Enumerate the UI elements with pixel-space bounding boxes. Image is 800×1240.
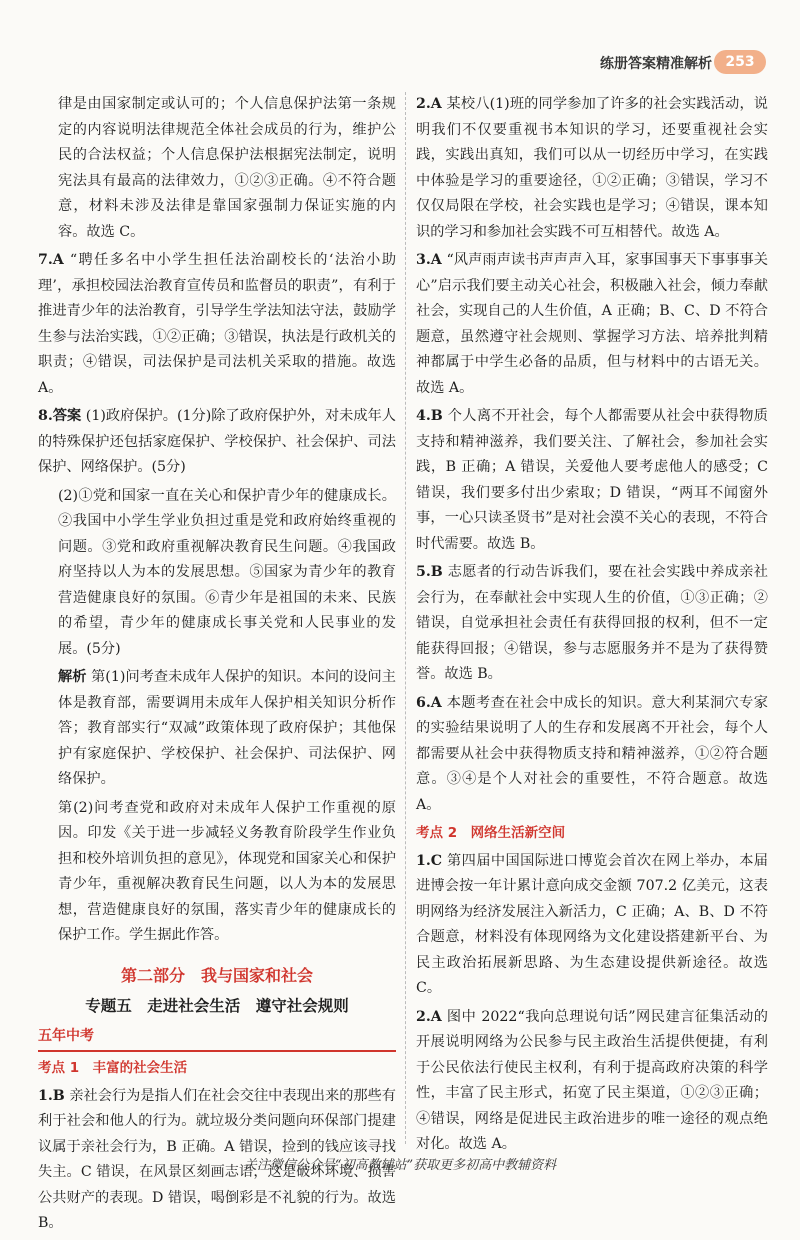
page-number-badge: 253 [714, 50, 766, 74]
part-title: 第二部分 我与国家和社会 [120, 965, 313, 985]
question-number: 3.A [416, 252, 442, 268]
header-title: 练册答案精准解析 [600, 56, 712, 72]
answer-text: 图中 2022“我向总理说句话”网民建言征集活动的开展说明网络为公民参与民主政治生活提供便捷，有利于公民依法行使民主权利，有利于提高政府决策的科学性，丰富了民主形式，拓宽了民主渠道，①②③正确；④错误，网络是促进民主政治进步的唯一途径的观点绝对化。故选 A。 [416, 1008, 768, 1152]
column-divider [405, 92, 406, 1144]
exam-point-heading: 考点 1 丰富的社会生活 [38, 1060, 188, 1076]
left-column [38, 92, 396, 1240]
question-6 [416, 691, 768, 819]
question-2-network [416, 1005, 768, 1158]
explanation-label: 解析 [58, 669, 87, 685]
answer-text: 志愿者的行动告诉我们，要在社会实践中养成亲社会行为，在奉献社会中实现人生的价值，①③正确；②错误，自觉承担社会责任有获得回报的权利，但不一定能获得回报；④错误，参与志愿服务并不是为了获得赞誉。故选 B。 [416, 564, 768, 682]
question-1-network [416, 849, 768, 1002]
question-number: 6.A [416, 694, 442, 711]
answer-text: 本题考查在社会中成长的知识。意大利某洞穴专家的实验结果说明了人的生存和发展离不开社会，每个人都需要从社会中获得物质支持和精神滋养，①②符合题意。③④是个人对社会的重要性，不符合题意。故选 A。 [416, 694, 768, 813]
explanation-part-2: 第(2)问考查党和政府对未成年人保护工作重视的原因。印发《关于进一步减轻义务教育阶段学生作业负担和校外培训负担的意见》，体现党和国家关心和保护青少年，重视解决教育民生问题，以人为本的发展思想，营造健康良好的氛围，落实青少年的健康成长的保护工作。学生据此作答。 [58, 799, 396, 943]
answer-text: 第四届中国国际进口博览会首次在网上举办，本届进博会按一年计累计意向成交金额 707.2 亿美元，这表明网络为经济发展注入新活力，C 正确；A、B、D 不符合题意，材料没有体现网络为文化建设搭建新平台、为民主政治拓展新思路、为生态建设提供新途径。故选 C。 [416, 852, 768, 996]
question-4 [416, 404, 768, 557]
answer-text: “聘任多名中小学生担任法治副校长的‘法治小助理’，承担校园法治教育宣传员和监督员的职责”，有利于推进青少年的法治教育，引导学生学法知法守法，鼓励学生参与法治实践，①②正确；③错误，执法是行政机关的职责；④错误，司法保护是司法机关采取的措施。故选 A。 [38, 252, 397, 396]
question-number: 7.A [38, 252, 64, 268]
question-number: 4.B [416, 408, 443, 424]
explanation [38, 665, 396, 793]
explanation-text: 第(1)问考查未成年人保护的知识。本问的设问主体是教育部，需要调用未成年人保护相关知识分析作答；教育部实行“双减”政策体现了政府保护；其他保护有家庭保护、学校保护、社会保护、司法保护、网络保护。 [58, 669, 396, 787]
section-label: 五年中考 [38, 1024, 396, 1053]
right-column [416, 92, 768, 1161]
footer-note: 关注微信公众号“初高教辅站”获取更多初高中教辅资料 [243, 1158, 557, 1173]
answer-text: 亲社会行为是指人们在社会交往中表现出来的那些有利于社会和他人的行为。就垃圾分类问题向环保部门提建议属于亲社会行为，B 正确。A 错误，捡到的钱应该寻找失主。C 错误，在风景区刻画志语，这是破坏环境、损害公共财产的表现。D 错误，喝倒彩是不礼貌的行为。故选 B。 [38, 1087, 396, 1231]
answer-part-2: (2)①党和国家一直在关心和保护青少年的健康成长。②我国中小学生学业负担过重是党和政府始终重视的问题。③党和政府重视解决教育民生问题。④我国政府坚持以人为本的发展思想。⑤国家为青少年的教育营造健康良好的氛围。⑥青少年是祖国的未来、民族的希望，青少年的健康成长事关党和人民事业的发展。(5分) [58, 487, 396, 657]
question-number: 2.A [416, 96, 442, 112]
page-header [0, 50, 800, 76]
question-2 [416, 92, 768, 245]
answer-text: (1)政府保护。(1分)除了政府保护外，对未成年人的特殊保护还包括家庭保护、学校保护、社会保护、司法保护、网络保护。(5分) [38, 408, 396, 475]
question-7 [38, 248, 396, 401]
question-5 [416, 560, 768, 688]
question-number: 2.A [416, 1008, 442, 1025]
question-number: 1.C [416, 852, 443, 869]
question-3 [416, 248, 768, 401]
topic-title: 专题五 走进社会生活 遵守社会规则 [85, 997, 349, 1015]
question-number: 8.答案 [38, 408, 82, 424]
question-number: 1.B [38, 1087, 65, 1104]
exam-point-heading: 考点 2 网络生活新空间 [416, 825, 566, 841]
answer-text: 个人离不开社会，每个人都需要从社会中获得物质支持和精神滋养，我们要关注、了解社会，参加社会实践，B 正确；A 错误，关爱他人要考虑他人的感受；C 错误，我们要多付出少索取；D 错误，“两耳不闻窗外事，一心只读圣贤书”是对社会漠不关心的表现，不符合时代需要。故选 B。 [416, 408, 768, 552]
question-number: 5.B [416, 564, 443, 580]
answer-text: “风声雨声读书声声声入耳，家事国事天下事事事关心”启示我们要主动关心社会，积极融入社会，倾力奉献社会，实现自己的人生价值，A 正确；B、C、D 不符合题意，虽然遵守社会规则、掌握学习方法、培养批判精神都属于中学生必备的品质，但与材料中的古语无关。故选 A。 [416, 252, 768, 396]
continued-paragraph: 律是由国家制定或认可的；个人信息保护法第一条规定的内容说明法律规范全体社会成员的行为，维护公民的合法权益；个人信息保护法根据宪法制定，说明宪法具有最高的法律效力，①②③正确。④不符合题意，材料未涉及法律是靠国家强制力保证实施的内容。故选 C。 [58, 96, 396, 240]
question-8 [38, 404, 396, 481]
answer-text: 某校八(1)班的同学参加了许多的社会实践活动，说明我们不仅要重视书本知识的学习，还要重视社会实践，实践出真知，我们可以从一切经历中学习，在实践中体验是学习的重要途径，①②正确；③错误，学习不仅仅局限在学校，社会实践也是学习；④错误，课本知识的学习和参加社会实践不可互相替代。故选 A。 [416, 96, 768, 240]
